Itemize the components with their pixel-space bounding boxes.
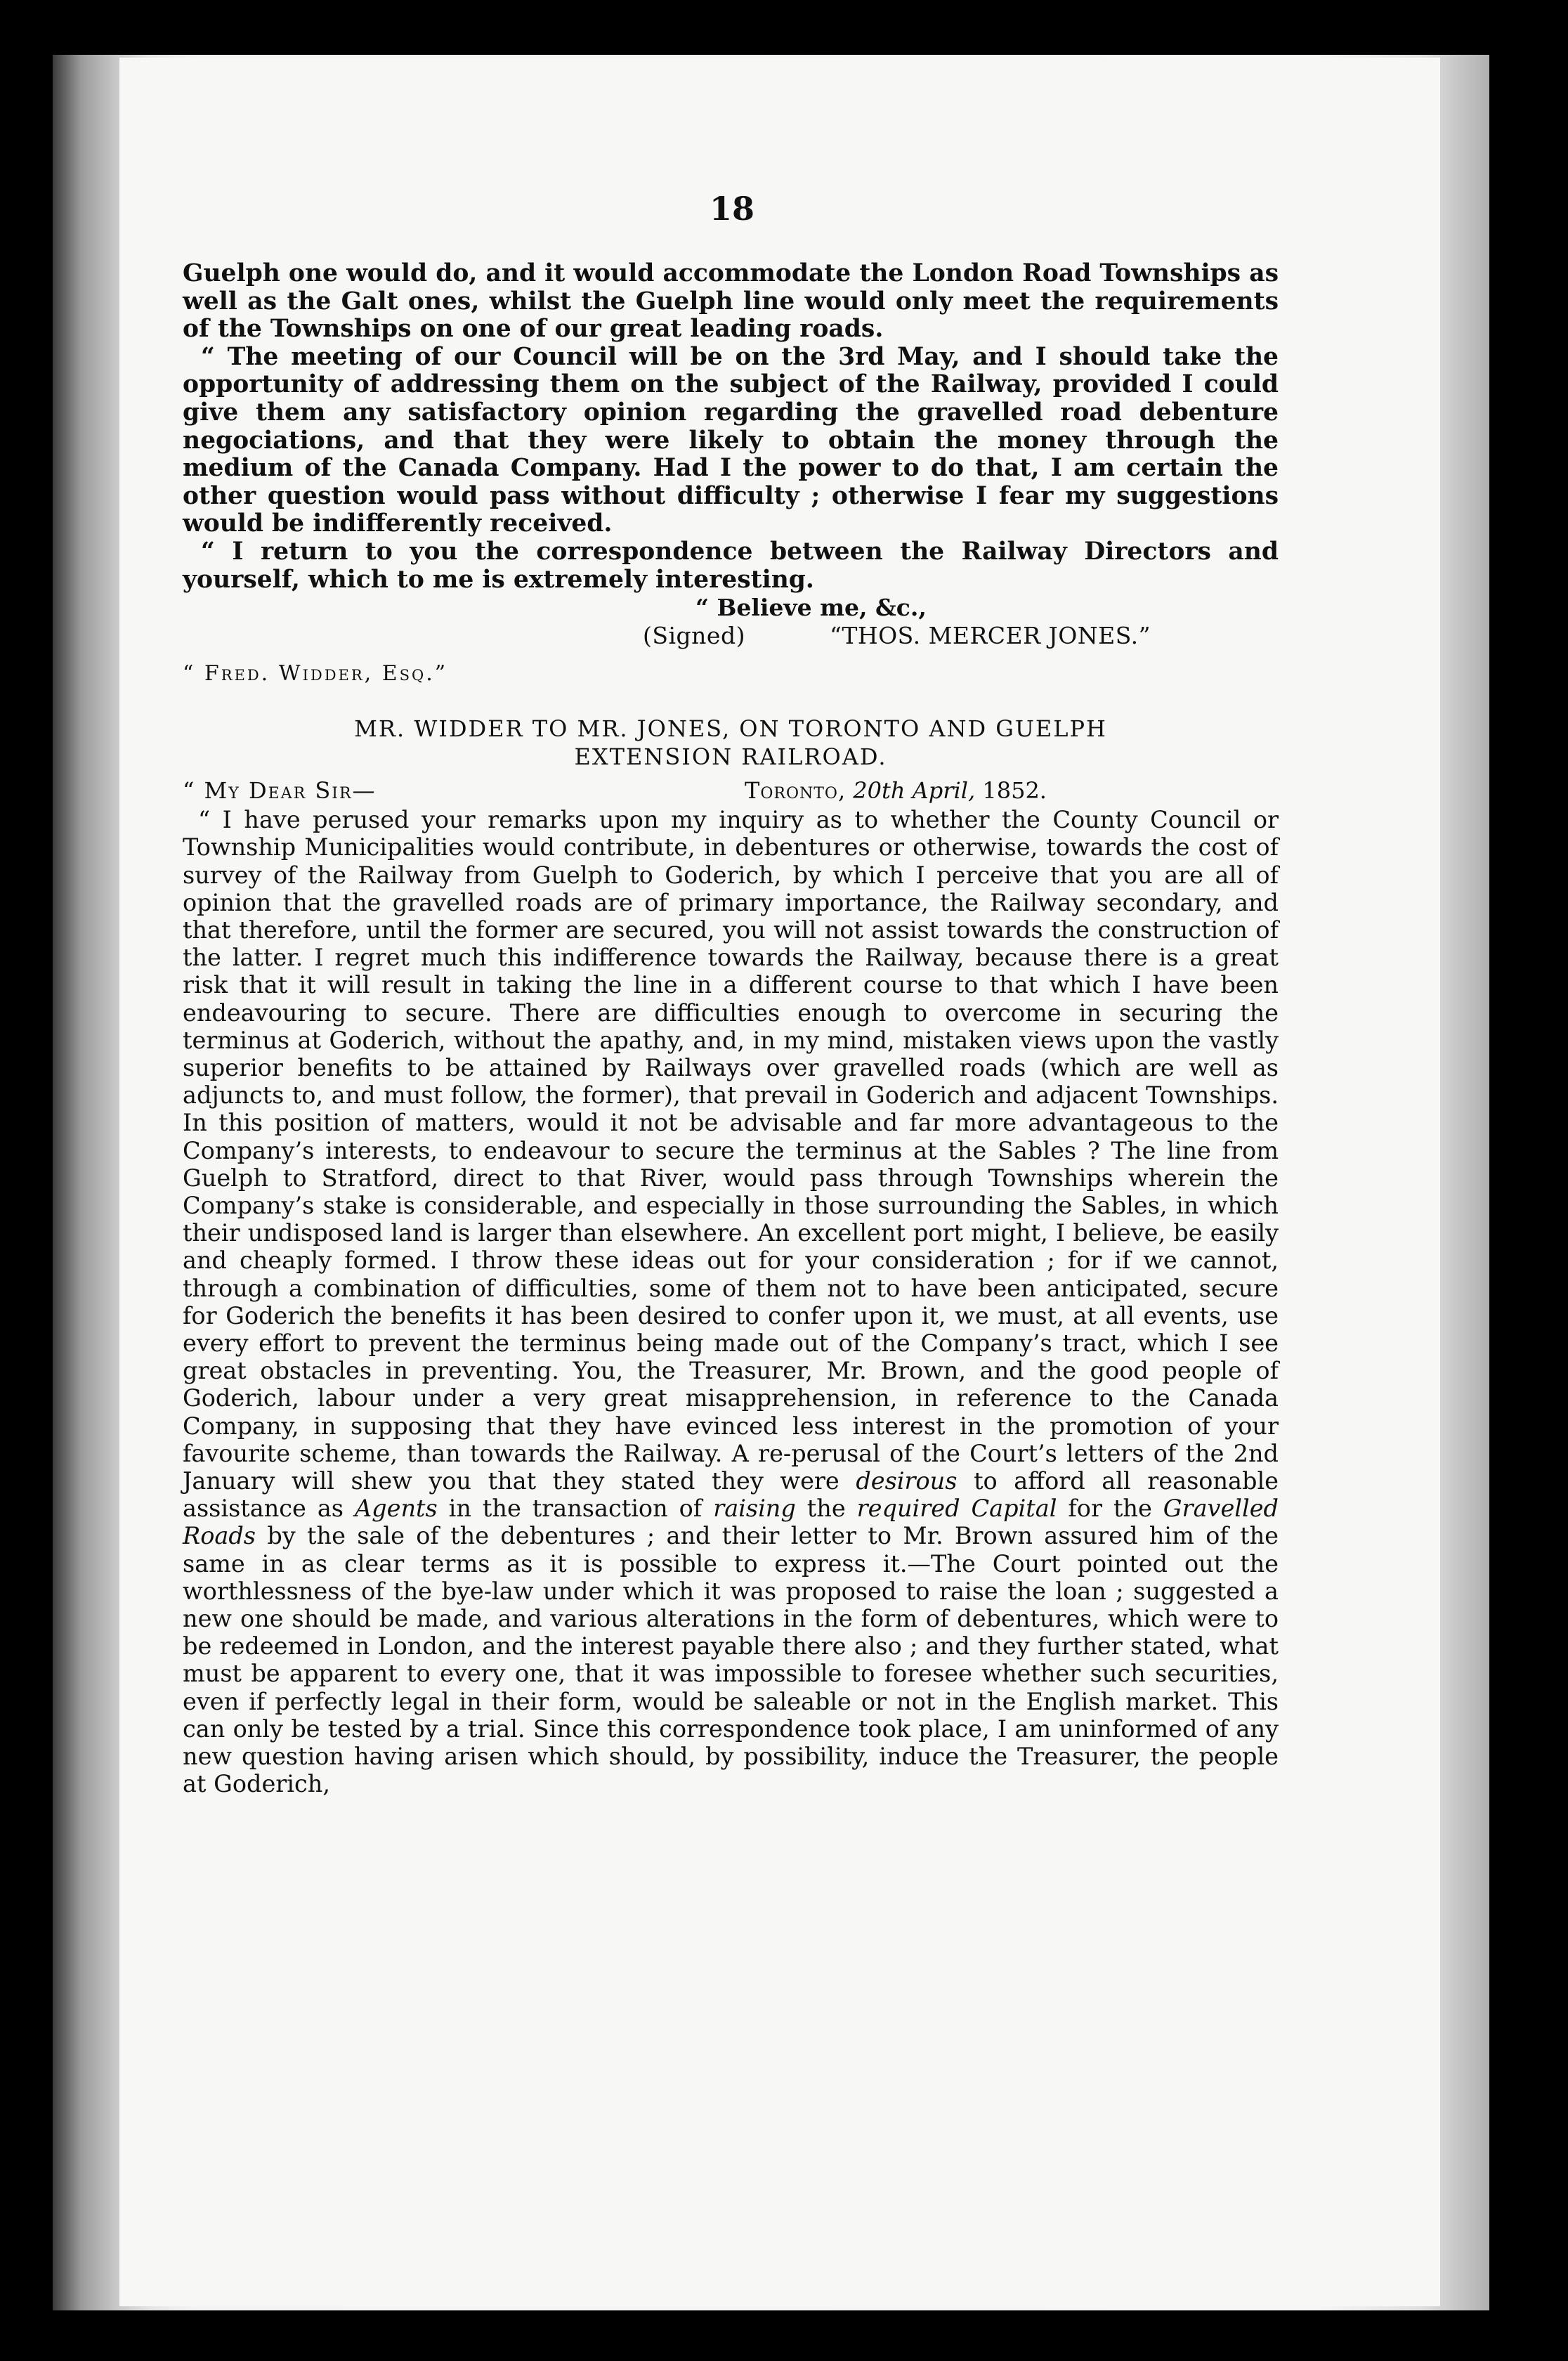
salutation: “ My Dear Sir—	[183, 777, 377, 805]
page-number: 18	[710, 190, 755, 228]
letter-text-3: in the transaction of	[437, 1495, 714, 1523]
date-place: Toronto,	[745, 777, 847, 805]
signature-line	[183, 622, 1279, 650]
return-correspondence-paragraph: “ I return to you the correspondence between the Railway Directors and yourself, which to me is extremely interesting.	[183, 537, 1279, 594]
letter-text-5: for the	[1057, 1495, 1163, 1523]
letter-text-2: to afford all reasonable assistance as	[183, 1467, 1279, 1523]
letter-text-4: the	[795, 1495, 857, 1523]
closing-line: “ Believe me, &c.,	[695, 594, 927, 622]
date-value: 20th April,	[853, 777, 976, 805]
letter-italic-3: raising	[713, 1495, 796, 1523]
letter-italic-5: Gravelled Roads	[183, 1495, 1279, 1550]
date-year: 1852.	[982, 777, 1047, 805]
letter-italic-2: Agents	[354, 1495, 438, 1523]
document-body	[183, 260, 1279, 1797]
continuation-paragraph: Guelph one would do, and it would accommodate the London Road Townships as well as the Galt ones, whilst the Guelph line would only meet the requirements of the Townships on one of our great leading roads.	[183, 259, 1279, 344]
signer-name: “THOS. MERCER JONES.”	[829, 622, 1151, 650]
heading-line-1: MR. WIDDER TO MR. JONES, ON TORONTO AND GUELPH	[354, 715, 1107, 743]
letter-italic-4: required Capital	[856, 1495, 1057, 1523]
signed-label: (Signed)	[643, 622, 745, 650]
dateline	[183, 776, 1279, 805]
council-meeting-paragraph: “ The meeting of our Council will be on the 3rd May, and I should take the opportunity of addressing them on the subject of the Railway, provided I could give them any satisfactory opinion regarding the gravelled road debenture negociations, and that they were likely to obtain the money through the medium of the Canada Company. Had I the power to do that, I am certain the other question would pass without difficulty ; otherwise I fear my suggestions would be indifferently received.	[183, 342, 1279, 538]
addressee: “ Fred. Widder, Esq.”	[183, 661, 448, 687]
letter-text-1: “ I have perused your remarks upon my inquiry as to whether the County Council or Township Municipalities would contribute, in debentures or otherwise, towards the cost of survey of the Railway from Guelph to Goderich, by which I perceive that you are all of opinion that the gravelled roads are of primary importance, the Railway secondary, and that therefore, until the former are secured, you will not assist towards the construction of the latter. I regret much this indifference towards the Railway, because there is a great risk that it will result in taking the line in a different course to that which I have been endeavouring to secure. There are difficulties enough to overcome in securing the terminus at Goderich, without the apathy, and, in my mind, mistaken views upon the vastly superior benefits to be attained by Railways over gravelled roads (which are well as adjuncts to, and must follow, the former), that prevail in Goderich and adjacent Townships. In this position of matters, would it not be advisable and far more advantageous to the Company’s interests, to endeavour to secure the terminus at the Sables ? The line from Guelph to Stratford, direct to that River, would pass through Townships wherein the Company’s stake is considerable, and especially in those surrounding the Sables, in which their undisposed land is larger than elsewhere. An excellent port might, I believe, be easily and cheaply formed. I throw these ideas out for your consideration ; for if we cannot, through a combination of difficulties, some of them not to have been anticipated, secure for Goderich the benefits it has been desired to confer upon it, we must, at all events, use every effort to prevent the terminus being made out of the Company’s tract, which I see great obstacles in preventing. You, the Treasurer, Mr. Brown, and the good people of Goderich, labour under a very great misapprehension, in reference to the Canada Company, in supposing that they have evinced less interest in the promotion of your favourite scheme, than towards the Railway. A re-perusal of the Court’s letters of the 2nd January will shew you that they stated they were	[183, 806, 1279, 1495]
letter-italic-1: desirous	[856, 1467, 958, 1495]
letter-text-6: by the sale of the debentures ; and their letter to Mr. Brown assured him of the same in as clear terms as it is possible to express it.—The Court pointed out the worthlessness of the bye-law under which it was proposed to raise the loan ; suggested a new one should be made, and various alterations in the form of debentures, which were to be redeemed in London, and the interest payable there also ; and they further stated, what must be apparent to every one, that it was impossible to foresee whether such securities, even if perfectly legal in their form, would be saleable or not in the English market. This can only be tested by a trial. Since this correspondence took place, I am uninformed of any new question having arisen which should, by possibility, induce the Treasurer, the people at Goderich,	[183, 1522, 1279, 1798]
letter-body	[183, 806, 1279, 1797]
heading-line-2: EXTENSION RAILROAD.	[574, 743, 887, 771]
letter-date	[745, 776, 1047, 805]
section-heading	[183, 715, 1279, 771]
